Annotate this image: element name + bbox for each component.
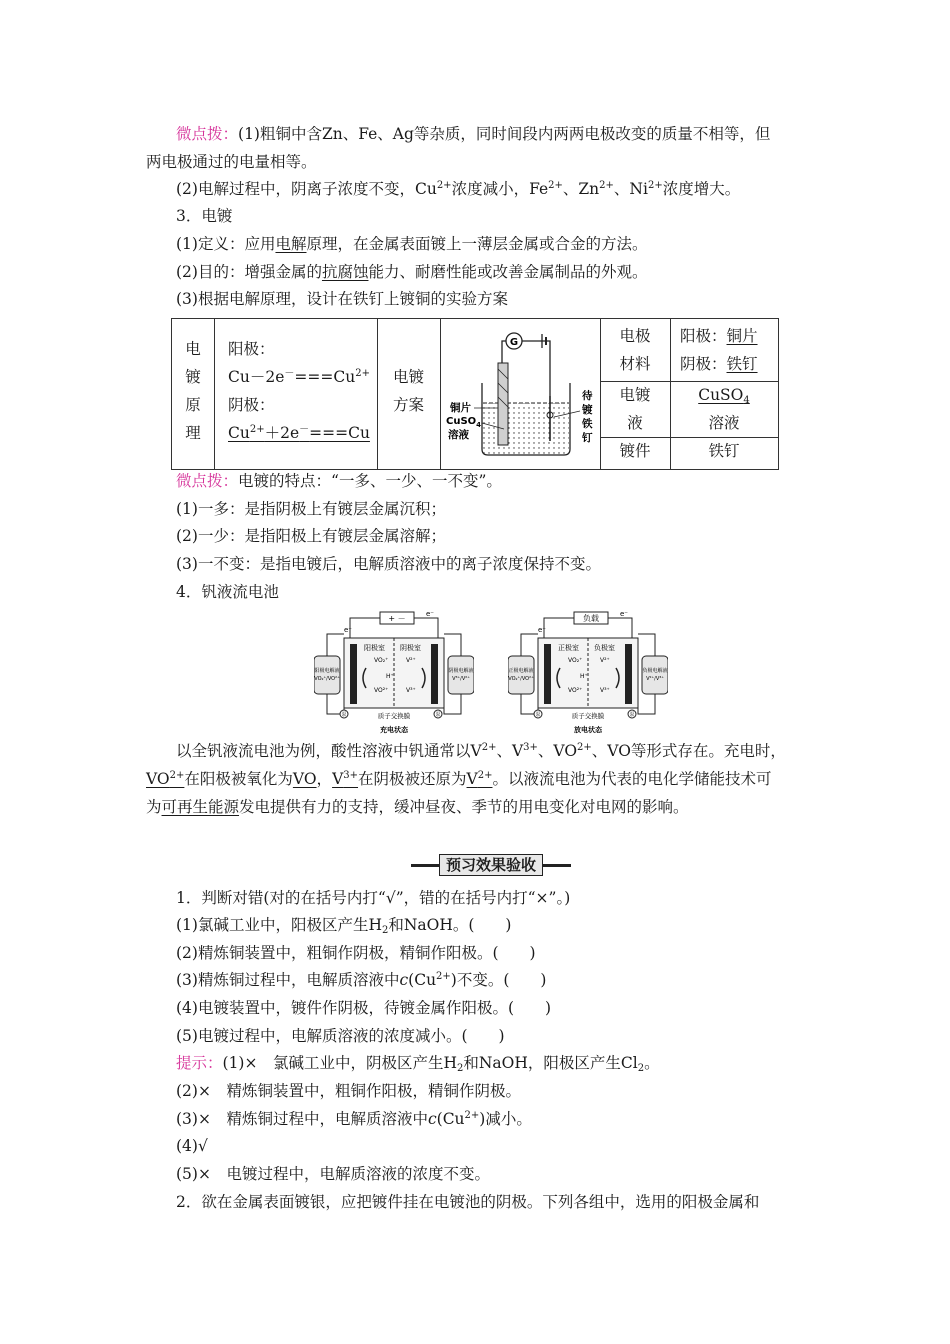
text: 溶液 xyxy=(708,414,740,432)
superscript: 2+ xyxy=(577,742,592,753)
underlined-answer: 可再生能源 xyxy=(161,798,240,816)
tip-line-1 xyxy=(176,123,856,145)
vanadium-paragraph-line-1 xyxy=(176,740,856,762)
underlined-answer: VO xyxy=(292,770,317,788)
ion-label: H⁺ xyxy=(580,673,588,680)
copper-label: 铜片 xyxy=(450,402,471,414)
ion-label: VO²⁺ xyxy=(374,687,389,694)
electrode xyxy=(431,644,438,704)
plating-table xyxy=(171,318,779,470)
anode-equation xyxy=(228,363,370,391)
ion-label: V³⁺ xyxy=(600,687,610,694)
figure-caption: 充电状态 xyxy=(380,726,408,734)
text: 浓度增大。 xyxy=(662,180,741,198)
target-label: 铁 xyxy=(582,418,593,430)
membrane-label: 质子交换膜 xyxy=(377,712,411,720)
tank-icon xyxy=(642,656,668,694)
ion-label: VO₂⁺ xyxy=(568,657,583,664)
text: 、VO等形式存在。充电时， xyxy=(591,742,786,760)
tank-label: 阴极电解液 xyxy=(448,668,474,674)
plating-purpose xyxy=(176,261,856,283)
hint-line-3 xyxy=(176,1108,856,1130)
electrode xyxy=(625,644,632,704)
text: 以全钒液流电池为例，酸性溶液中钒通常以V xyxy=(176,742,482,760)
electron-label: e⁻ xyxy=(426,610,435,618)
section-title-plating: 3．电镀 xyxy=(176,207,233,225)
tip-line-plating xyxy=(176,470,856,492)
question-2-text: 2．欲在金属表面镀银，应把镀件挂在电镀池的阴极。下列各组中，选用的阳极金属和 xyxy=(176,1193,760,1211)
text: 在阴极被还原为 xyxy=(358,770,467,788)
text: 电极 xyxy=(619,327,651,345)
pump-label: 泵 xyxy=(341,712,347,718)
electrode xyxy=(350,644,357,704)
figure-caption: 放电状态 xyxy=(574,726,602,734)
galvanometer-label: G xyxy=(509,337,519,348)
text: 液 xyxy=(627,414,643,432)
superscript: 2+ xyxy=(548,180,563,191)
underlined-answer xyxy=(332,770,358,788)
tank-label: VO₂⁺/VO²⁺ xyxy=(314,676,340,682)
room-label: 正极室 xyxy=(558,644,579,652)
vanadium-battery-discharging-diagram xyxy=(508,608,668,736)
underlined-answer xyxy=(146,770,184,788)
underlined-answer: 铜片 xyxy=(726,327,758,345)
question-1-title: 1．判断对错(对的在括号内打“√”，错的在括号内打“×”。) xyxy=(176,889,571,907)
text: (1)粗铜中含Zn、Fe、Ag等杂质，同时间段内两两电极改变的质量不相等，但 xyxy=(238,125,771,143)
superscript: 2+ xyxy=(169,770,185,781)
text: )不变。( ) xyxy=(450,971,547,989)
electron-label: e⁻ xyxy=(620,610,629,618)
question-1-item-2: (2)精炼铜装置中，粗铜作阴极，精铜作阳极。( ) xyxy=(176,944,536,962)
underlined-answer: 铁钉 xyxy=(726,355,758,373)
ion-label: V³⁺ xyxy=(406,687,416,694)
target-label: 钉 xyxy=(582,432,593,444)
text: 4 xyxy=(476,421,482,429)
ion-label: V²⁺ xyxy=(600,657,610,664)
superscript: 2+ xyxy=(599,180,614,191)
divider xyxy=(214,319,215,469)
plating-part-value: 铁钉 xyxy=(708,442,740,460)
text: (2)目的：增强金属的 xyxy=(176,263,322,281)
vanadium-battery-charging-diagram xyxy=(314,608,474,736)
text: 电镀的特点：“一多、一少、一不变”。 xyxy=(238,472,502,490)
text: c xyxy=(427,1110,437,1128)
tip-label: 微点拨： xyxy=(176,125,239,143)
hint-line-2: (2)× 精炼铜装置中，粗铜作阳极，精铜作阴极。 xyxy=(176,1082,521,1100)
section-title-vanadium: 4．钒液流电池 xyxy=(176,583,279,601)
text: ===Cu xyxy=(294,368,356,386)
hint-line-1 xyxy=(176,1052,856,1074)
underlined-answer: 电解 xyxy=(275,235,307,253)
text: 电镀 xyxy=(619,386,651,404)
hint-line-5: (5)× 电镀过程中，电解质溶液的浓度不变。 xyxy=(176,1165,490,1183)
hint-line-4: (4)√ xyxy=(176,1137,208,1155)
target-label: 镀 xyxy=(582,404,593,416)
tank-label: 正极电解液 xyxy=(508,668,534,674)
pump-label: 泵 xyxy=(435,712,441,718)
principle-content xyxy=(228,335,370,447)
wire xyxy=(502,341,550,396)
plating-definition xyxy=(176,233,856,255)
room-label: 阳极室 xyxy=(364,644,385,652)
text: 、Zn xyxy=(562,180,600,198)
cathode-equation xyxy=(228,419,370,447)
text: (1)定义：应用 xyxy=(176,235,276,253)
text: 镀 xyxy=(185,368,201,386)
tank-label: V³⁺/V²⁺ xyxy=(452,676,470,682)
superscript: 2+ xyxy=(436,971,451,982)
text: ===Cu xyxy=(309,424,370,442)
superscript: 3+ xyxy=(523,742,538,753)
text: 两电极通过的电量相等。 xyxy=(146,153,317,171)
text: 和NaOH。( ) xyxy=(388,916,512,934)
text: V xyxy=(332,770,344,788)
vanadium-paragraph-line-3 xyxy=(146,796,826,818)
superscript: 2+ xyxy=(249,424,265,435)
scheme-label xyxy=(377,363,440,419)
text: 、VO xyxy=(537,742,578,760)
section-heading-label: 预习效果验收 xyxy=(439,854,543,876)
electron-label: e⁻ xyxy=(344,626,353,634)
heading-bar xyxy=(543,864,571,867)
text: 阳极： xyxy=(680,327,727,345)
electrode xyxy=(544,644,551,704)
text: (3)精炼铜过程中，电解质溶液中 xyxy=(176,971,400,989)
target-label: 待 xyxy=(582,390,593,402)
tip-item: (1)一多：是指阴极上有镀层金属沉积； xyxy=(176,500,446,518)
pump-label: 泵 xyxy=(629,712,635,718)
text: 发电提供有力的支持，缓冲昼夜、季节的用电变化对电网的影响。 xyxy=(239,798,689,816)
superscript: 2+ xyxy=(355,368,370,379)
subscript: 2 xyxy=(456,1063,464,1074)
superscript: 2+ xyxy=(436,180,452,191)
tank-label: VO₂⁺/VO²⁺ xyxy=(508,676,534,682)
plating-solution-value xyxy=(670,381,778,437)
text: 阴极： xyxy=(680,355,727,373)
superscript: 2+ xyxy=(477,770,493,781)
room-label: 负极室 xyxy=(594,644,615,652)
text: ， xyxy=(316,770,333,788)
superscript: 2+ xyxy=(464,1110,480,1121)
text: Cu xyxy=(228,424,250,442)
text: 、Ni xyxy=(613,180,648,198)
plating-apparatus-diagram xyxy=(442,321,598,467)
ion-label: H⁺ xyxy=(386,673,394,680)
text: (3)× 精炼铜过程中，电解质溶液中 xyxy=(176,1110,428,1128)
text: 浓度减小，Fe xyxy=(451,180,549,198)
tank-icon xyxy=(508,656,534,694)
ion-label: VO₂⁺ xyxy=(374,657,389,664)
text: 为 xyxy=(146,798,162,816)
superscript: － xyxy=(284,368,295,379)
tank-label: 负极电解液 xyxy=(642,668,668,674)
text: 和NaOH，阳极区产生Cl xyxy=(463,1054,638,1072)
tank-label: V²⁺/V³⁺ xyxy=(646,676,664,682)
text: 方案 xyxy=(392,396,424,414)
text: V xyxy=(466,770,478,788)
superscript: － xyxy=(299,424,310,435)
divider xyxy=(440,319,441,469)
tank-label: 阳极电解液 xyxy=(314,668,340,674)
solution-fill xyxy=(483,403,569,454)
subscript: 2 xyxy=(637,1063,645,1074)
text: (1)× 氯碱工业中，阴极区产生H xyxy=(222,1054,457,1072)
underlined-answer xyxy=(467,770,493,788)
text: ＋2e xyxy=(264,424,300,442)
text: 原理，在金属表面镀上一薄层金属或合金的方法。 xyxy=(306,235,648,253)
text: 阳极： xyxy=(228,340,275,358)
tip-item: (3)一不变：是指电镀后，电解质溶液中的离子浓度保持不变。 xyxy=(176,555,601,573)
electron-label: e⁻ xyxy=(538,626,547,634)
question-1-item-3 xyxy=(176,969,856,991)
pump-label: 泵 xyxy=(535,712,541,718)
text: CuSO xyxy=(698,386,744,404)
superscript: 3+ xyxy=(343,770,359,781)
tip-line-3 xyxy=(176,178,856,200)
superscript: 2+ xyxy=(481,742,497,753)
text: 。以液流电池为代表的电化学储能技术可 xyxy=(492,770,772,788)
question-1-item-4: (4)电镀装置中，镀件作阴极，待镀金属作阳极。( ) xyxy=(176,999,552,1017)
tip-label: 微点拨： xyxy=(176,472,239,490)
text: 电镀 xyxy=(392,368,424,386)
heading-bar xyxy=(411,864,439,867)
load-label: 负载 xyxy=(583,614,599,623)
plating-part-label: 镀件 xyxy=(619,442,651,460)
plating-design: (3)根据电解原理，设计在铁钉上镀铜的实验方案 xyxy=(176,290,508,308)
text: VO xyxy=(146,770,170,788)
subscript: 4 xyxy=(743,395,750,406)
text: 电 xyxy=(185,340,201,358)
superscript: 2+ xyxy=(647,180,663,191)
text: c xyxy=(399,971,409,989)
ion-label: V²⁺ xyxy=(406,657,416,664)
electrode-material-label xyxy=(600,322,670,378)
text: Cu－2e xyxy=(228,368,285,386)
text: 。 xyxy=(644,1054,660,1072)
tip-line-2 xyxy=(146,151,826,173)
membrane-label: 质子交换膜 xyxy=(571,712,605,720)
text: 能力、耐磨性能或改善金属制品的外观。 xyxy=(368,263,648,281)
text: )减小。 xyxy=(479,1110,532,1128)
question-1-item-1 xyxy=(176,914,856,936)
principle-label xyxy=(172,335,214,447)
text: 理 xyxy=(185,424,201,442)
vanadium-paragraph-line-2 xyxy=(146,768,826,790)
text: (1)氯碱工业中，阳极区产生H xyxy=(176,916,382,934)
question-1-item-5: (5)电镀过程中，电解质溶液的浓度减小。( ) xyxy=(176,1027,505,1045)
hint-label: 提示： xyxy=(176,1054,223,1072)
subscript: 2 xyxy=(381,925,389,936)
ion-label: VO²⁺ xyxy=(568,687,583,694)
electrode-material-value xyxy=(680,322,758,378)
text: (2)电解过程中，阴离子浓度不变，Cu xyxy=(176,180,437,198)
text: (Cu xyxy=(408,971,437,989)
text: 原 xyxy=(185,396,201,414)
text: 、V xyxy=(496,742,524,760)
tank-icon xyxy=(448,656,474,694)
power-label: + － xyxy=(388,614,406,623)
text: CuSO xyxy=(446,416,477,427)
section-heading xyxy=(411,854,571,876)
text: 阴极： xyxy=(228,396,275,414)
plating-solution-label xyxy=(600,381,670,437)
text: (Cu xyxy=(436,1110,465,1128)
solution-label: 溶液 xyxy=(448,429,469,441)
text: 材料 xyxy=(619,355,651,373)
tank-icon xyxy=(314,656,340,694)
tip-item: (2)一少：是指阳极上有镀层金属溶解； xyxy=(176,527,446,545)
text: 在阳极被氧化为 xyxy=(184,770,293,788)
room-label: 阴极室 xyxy=(400,644,421,652)
copper-plate xyxy=(498,363,508,445)
solution-label xyxy=(446,416,481,429)
underlined-answer: 抗腐蚀 xyxy=(321,263,369,281)
